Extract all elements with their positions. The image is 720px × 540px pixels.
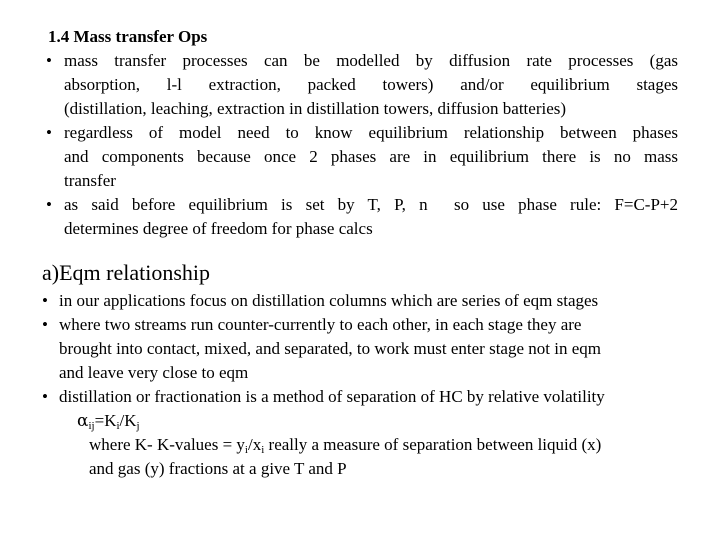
bullet-text: mass transfer processes can be modelled by diffusion rate processes (gas	[64, 51, 678, 70]
bullet-text: absorption, l-l extraction, packed towers) and/or equilibrium stages	[64, 75, 678, 94]
definition-text: really a measure of separation between liquid (x)	[264, 435, 602, 454]
bullet-text: where two streams run counter-currently to each other, in each stage they are	[59, 315, 582, 334]
definition-text: where K- K-values = y	[89, 435, 245, 454]
bullet-icon: •	[42, 291, 48, 310]
bullet-icon: •	[46, 51, 52, 70]
formula-text: =K	[94, 411, 117, 430]
bullet-icon: •	[46, 123, 52, 142]
bullet-icon: •	[46, 195, 52, 214]
bullet-text: distillation or fractionation is a method of separation of HC by relative volatility	[59, 387, 605, 406]
formula-subscript: i	[116, 420, 120, 432]
bullet-icon: •	[42, 387, 48, 406]
bullet-text: regardless of model need to know equilibrium relationship between phases	[64, 123, 678, 142]
bullet-text: and leave very close to eqm	[59, 363, 249, 382]
definition-subscript: i	[244, 444, 248, 456]
bullet-icon: •	[42, 315, 48, 334]
bullet-text: as said before equilibrium is set by T, P, n so use phase rule: F=C-P+2	[64, 195, 678, 214]
relative-volatility-formula	[77, 409, 140, 433]
definition-text: /x	[247, 435, 262, 454]
bullet-text: determines degree of freedom for phase calcs	[64, 219, 373, 238]
section-title: 1.4 Mass transfer Ops	[48, 27, 208, 46]
definition-continuation: and gas (y) fractions at a give T and P	[89, 459, 347, 478]
bullet-text: and components because once 2 phases are in equilibrium there is no mass	[64, 147, 678, 166]
alpha-symbol: α	[77, 411, 89, 431]
formula-subscript: j	[136, 420, 140, 432]
section-heading: a)Eqm relationship	[42, 260, 211, 285]
formula-subscript: ij	[88, 420, 95, 432]
formula-text: /K	[119, 411, 137, 430]
k-value-definition	[89, 433, 601, 457]
bullet-text: transfer	[64, 171, 116, 190]
bullet-text: brought into contact, mixed, and separated, to work must enter stage not in eqm	[59, 339, 601, 358]
bullet-text: (distillation, leaching, extraction in distillation towers, diffusion batteries)	[64, 99, 567, 118]
definition-subscript: i	[261, 444, 265, 456]
bullet-text: in our applications focus on distillation columns which are series of eqm stages	[59, 291, 599, 310]
